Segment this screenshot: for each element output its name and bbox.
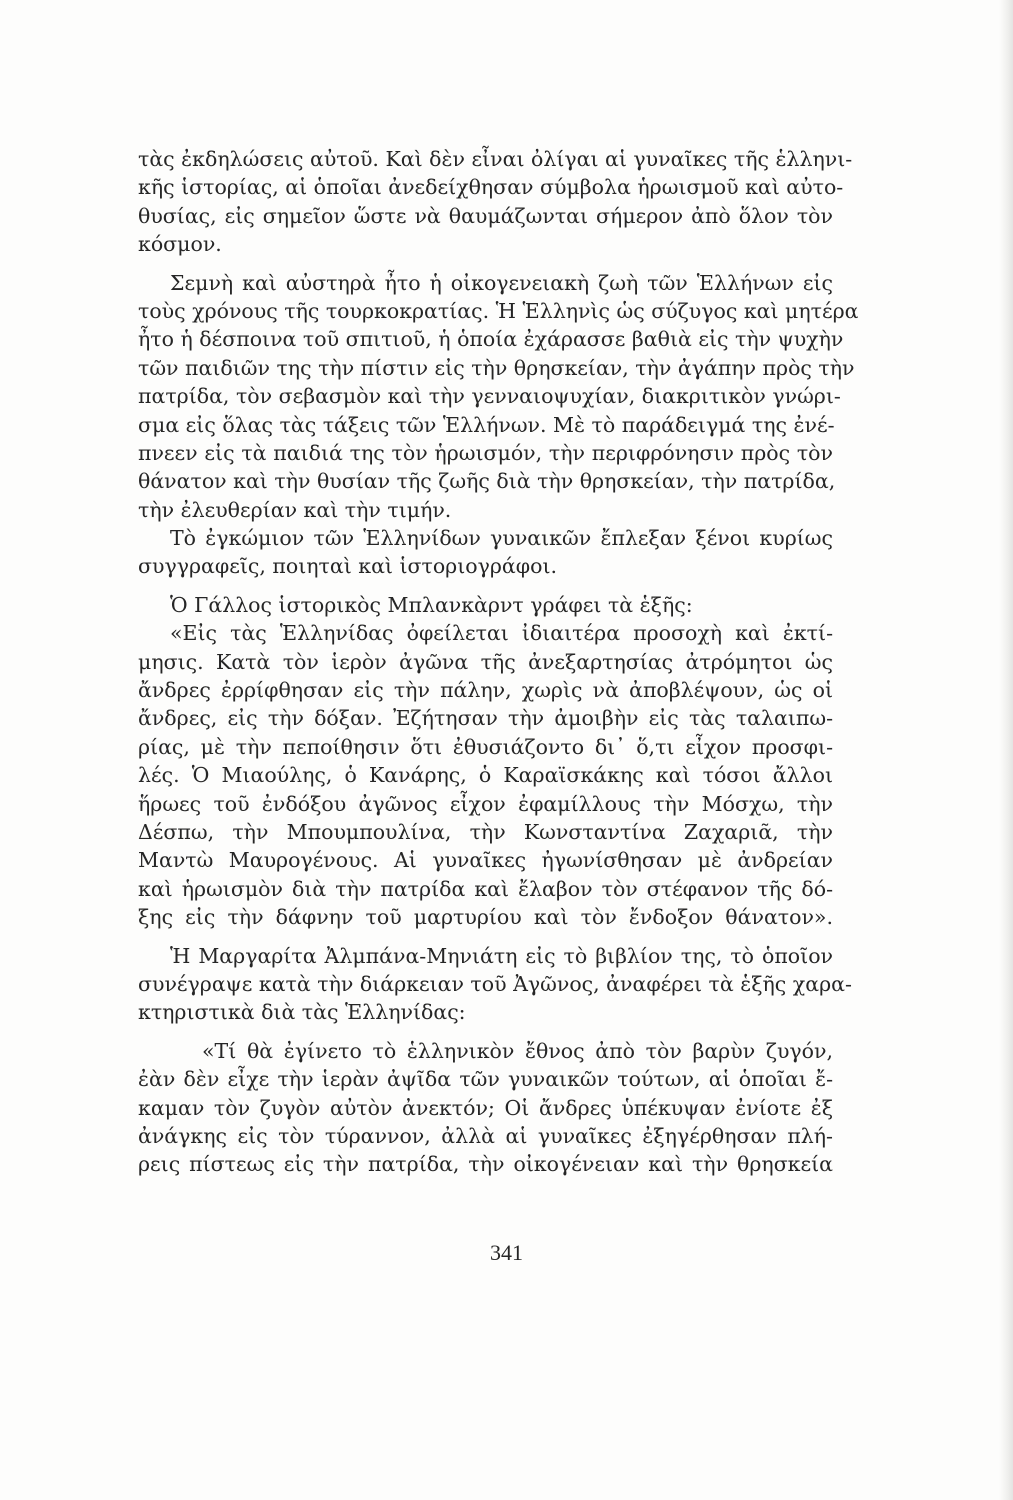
text-line: τοὺς χρόνους τῆς τουρκοκρατίας. Ἡ Ἑλληνὶς ὡς σύζυγος καὶ μητέρα bbox=[138, 298, 859, 323]
text-line: συγγραφεῖς, ποιηταὶ καὶ ἱστοριογράφοι. bbox=[138, 554, 558, 579]
text-line: κῆς ἱστορίας, αἱ ὁποῖαι ἀνεδείχθησαν σύμβολα ἡρωισμοῦ καὶ αὐτο- bbox=[138, 175, 844, 200]
text-line: συνέγραψε κατὰ τὴν διάρκειαν τοῦ Ἀγῶνος, ἀναφέρει τὰ ἑξῆς χαρα- bbox=[138, 971, 852, 996]
text-line: κόσμον. bbox=[138, 232, 222, 257]
text-line: τῶν παιδιῶν της τὴν πίστιν εἰς τὴν θρησκείαν, τὴν ἀγάπην πρὸς τὴν bbox=[138, 355, 855, 380]
text-line: τὴν ἐλευθερίαν καὶ τὴν τιμήν. bbox=[138, 497, 452, 522]
text-line: ρεις πίστεως εἰς τὴν πατρίδα, τὴν οἰκογένειαν καὶ τὴν θρησκεία bbox=[138, 1152, 833, 1177]
text-line: λές. Ὁ Μιαούλης, ὁ Κανάρης, ὁ Καραϊσκάκης καὶ τόσοι ἄλλοι bbox=[138, 763, 833, 788]
paragraph-start: Τὸ ἐγκώμιον τῶν Ἑλληνίδων γυναικῶν ἔπλεξαν ξένοι κυρίως bbox=[170, 526, 833, 551]
text-line: ἀνάγκης εἰς τὸν τύραννον, ἀλλὰ αἱ γυναῖκες ἐξηγέρθησαν πλή- bbox=[138, 1123, 833, 1148]
text-line: πνεεν εἰς τὰ παιδιά της τὸν ἡρωισμόν, τὴν περιφρόνησιν πρὸς τὸν bbox=[138, 440, 833, 465]
page-number: 341 bbox=[490, 1240, 523, 1265]
text-line: καὶ ἡρωισμὸν διὰ τὴν πατρίδα καὶ ἔλαβον τὸν στέφανον τῆς δό- bbox=[138, 876, 833, 901]
text-line: θάνατον καὶ τὴν θυσίαν τῆς ζωῆς διὰ τὴν θρησκείαν, τὴν πατρίδα, bbox=[138, 469, 836, 494]
text-line: Δέσπω, τὴν Μπουμπουλίνα, τὴν Κωνσταντίνα Ζαχαριᾶ, τὴν bbox=[138, 819, 833, 844]
quote-start: «Εἰς τὰς Ἑλληνίδας ὀφείλεται ἰδιαιτέρα προσοχὴ καὶ ἐκτί- bbox=[170, 621, 833, 646]
text-line: ξης εἰς τὴν δάφνην τοῦ μαρτυρίου καὶ τὸν ἔνδοξον θάνατον». bbox=[138, 905, 833, 930]
paragraph-start: Ἡ Μαργαρίτα Ἀλμπάνα-Μηνιάτη εἰς τὸ βιβλίον της, τὸ ὁποῖον bbox=[170, 943, 833, 968]
text-line: ἦτο ἡ δέσποινα τοῦ σπιτιοῦ, ἡ ὁποία ἐχάρασσε βαθιὰ εἰς τὴν ψυχὴν bbox=[138, 327, 844, 352]
text-line: πατρίδα, τὸν σεβασμὸν καὶ τὴν γενναιοψυχίαν, διακριτικὸν γνώρι- bbox=[138, 384, 841, 409]
quote-start: «Τί θὰ ἐγίνετο τὸ ἑλληνικὸν ἔθνος ἀπὸ τὸν βαρὺν ζυγόν, bbox=[202, 1038, 833, 1063]
body-text bbox=[138, 145, 859, 1179]
text-line: Μαντὼ Μαυρογένους. Αἱ γυναῖκες ἠγωνίσθησαν μὲ ἀνδρείαν bbox=[138, 848, 833, 873]
text-line: ἄνδρες, εἰς τὴν δόξαν. Ἐζήτησαν τὴν ἀμοιβὴν εἰς τὰς ταλαιπω- bbox=[138, 706, 833, 731]
text-line: ρίας, μὲ τὴν πεποίθησιν ὅτι ἐθυσιάζοντο δι᾽ ὅ,τι εἶχον προσφι- bbox=[138, 734, 833, 759]
text-line: ἄνδρες ἐρρίφθησαν εἰς τὴν πάλην, χωρὶς νὰ ἀποβλέψουν, ὡς οἱ bbox=[138, 678, 833, 703]
text-line: σμα εἰς ὅλας τὰς τάξεις τῶν Ἑλλήνων. Μὲ τὸ παράδειγμά της ἐνέ- bbox=[138, 412, 835, 437]
page-spine-shadow bbox=[999, 0, 1013, 1500]
text-line: κτηριστικὰ διὰ τὰς Ἑλληνίδας: bbox=[138, 1000, 466, 1025]
paragraph-start: Σεμνὴ καὶ αὐστηρὰ ἦτο ἡ οἰκογενειακὴ ζωὴ τῶν Ἑλλήνων εἰς bbox=[170, 270, 833, 295]
text-line: ἐὰν δὲν εἶχε τὴν ἱερὰν ἀψῖδα τῶν γυναικῶν τούτων, αἱ ὁποῖαι ἔ- bbox=[138, 1067, 833, 1092]
paragraph-start: Ὁ Γάλλος ἱστορικὸς Μπλανκὰρντ γράφει τὰ ἑξῆς: bbox=[170, 592, 693, 617]
text-line: τὰς ἐκδηλώσεις αὐτοῦ. Καὶ δὲν εἶναι ὀλίγαι αἱ γυναῖκες τῆς ἑλληνι- bbox=[138, 147, 853, 171]
text-line: θυσίας, εἰς σημεῖον ὥστε νὰ θαυμάζωνται σήμερον ἀπὸ ὅλον τὸν bbox=[138, 203, 833, 228]
text-line: καμαν τὸν ζυγὸν αὐτὸν ἀνεκτόν; Οἱ ἄνδρες ὑπέκυψαν ἐνίοτε ἐξ bbox=[138, 1095, 833, 1120]
text-line: ἥρωες τοῦ ἐνδόξου ἀγῶνος εἶχον ἐφαμίλλους τὴν Μόσχω, τὴν bbox=[138, 791, 833, 816]
text-line: μησις. Κατὰ τὸν ἱερὸν ἀγῶνα τῆς ἀνεξαρτησίας ἀτρόμητοι ὡς bbox=[138, 649, 833, 674]
